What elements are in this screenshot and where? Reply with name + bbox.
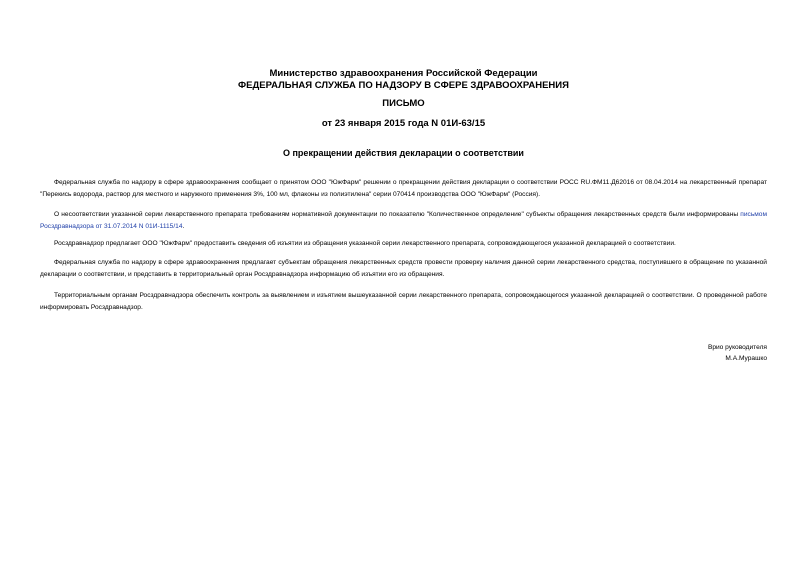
document-subject: О прекращении действия декларации о соответствии (283, 148, 524, 158)
paragraph-5: Территориальным органам Росздравнадзора обеспечить контроль за выявлением и изъятием вышеуказанной серии лекарственного препарата, сопровождающегося указанной декларацией о соответствии. О проведенной работе информировать Росздравнадзор. (40, 292, 767, 311)
ministry-name: Министерство здравоохранения Российской Федерации (269, 68, 538, 79)
document-type: ПИСЬМО (382, 98, 425, 109)
service-name: ФЕДЕРАЛЬНАЯ СЛУЖБА ПО НАДЗОРУ В СФЕРЕ ЗДРАВООХРАНЕНИЯ (238, 80, 569, 91)
paragraph-2-text-before: О несоответствии указанной серии лекарственного препарата требованиям нормативной документации по показателю "Количественное определение" субъекты обращения лекарственных средств были информированы (54, 211, 741, 218)
paragraph-2 (40, 209, 767, 232)
referenced-letter-link[interactable]: письмом Росздравнадзора от 31.07.2014 N 01И-1115/14 (40, 211, 767, 230)
document-date-number: от 23 января 2015 года N 01И-63/15 (321, 118, 486, 129)
paragraph-3: Росздравнадзор предлагает ООО "ЮжФарм" предоставить сведения об изъятии из обращения указанной серии лекарственного препарата, сопровождающегося указанной декларацией о соответствии. (54, 240, 676, 247)
signatory-title: Врио руководителя (707, 344, 767, 351)
paragraph-4: Федеральная служба по надзору в сфере здравоохранения предлагает субъектам обращения лекарственных средств провести проверку наличия данной серии лекарственного средства, поступившего в обращение по указанной декларации о соответствии, и представить в территориальный орган Росздравнадзора информацию об изъятии его из обращения. (40, 259, 767, 278)
signatory-name: М.А.Мурашко (725, 355, 767, 362)
paragraph-1: Федеральная служба по надзору в сфере здравоохранения сообщает о принятом ООО "ЮжФарм" решении о прекращении действия декларации о соответствии РОСС RU.ФМ11.Д62016 от 08.04.2014 на лекарственный препарат "Перекись водорода, раствор для местного и наружного применения 3%, 100 мл, флаконы из полиэтилена" серии 070414 производства ООО "ЮжФарм" (Россия). (40, 179, 767, 198)
paragraph-2-text-after: . (182, 222, 185, 230)
